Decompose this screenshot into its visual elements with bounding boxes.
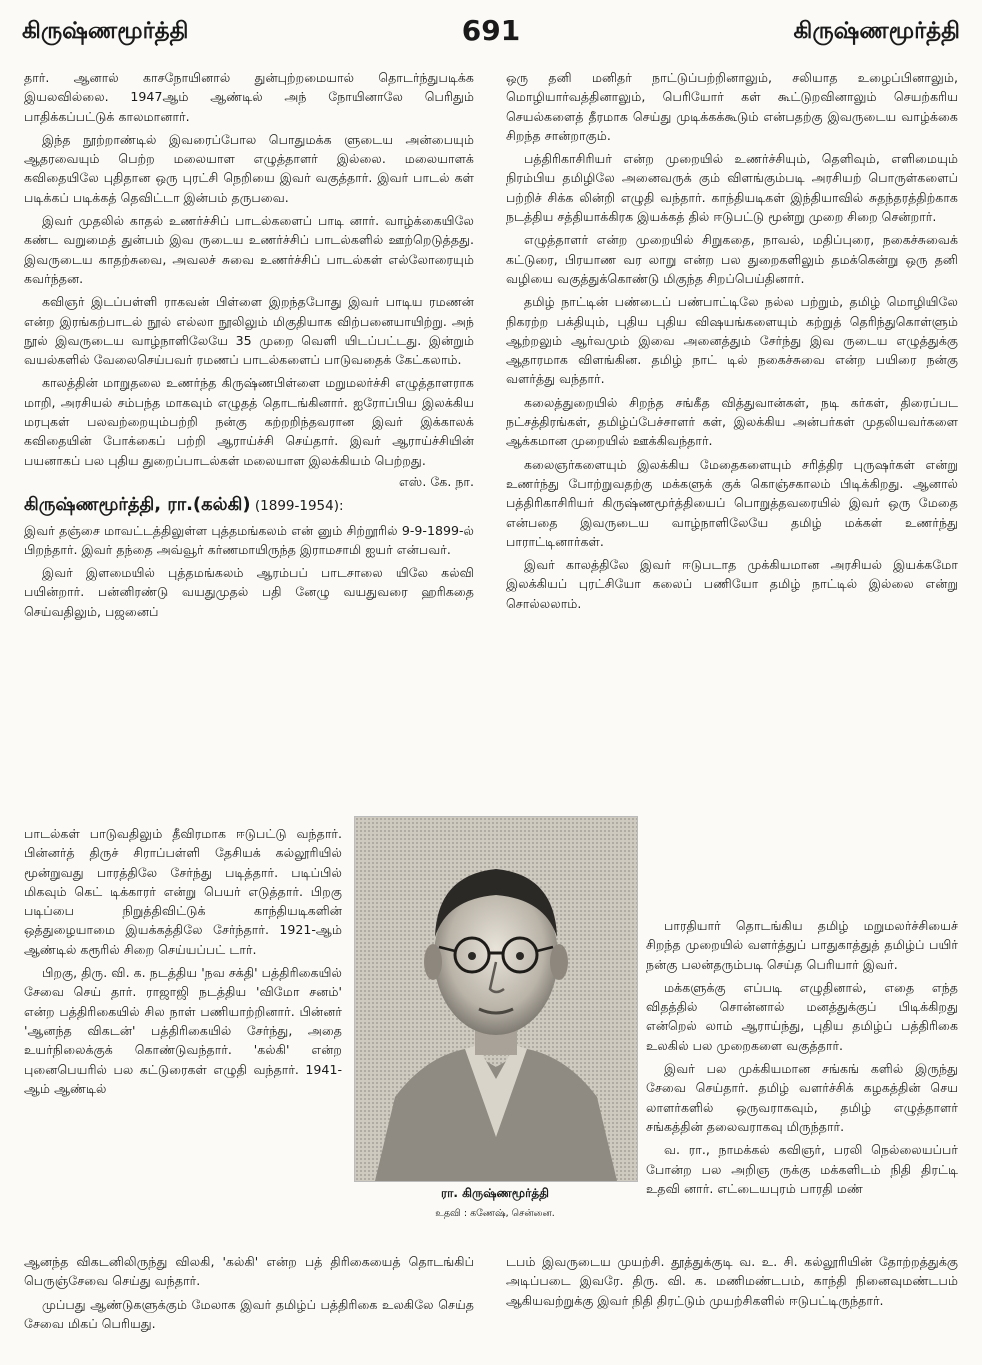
paragraph: கவிஞர் இடப்பள்ளி ராகவன் பிள்ளை இறந்தபோது இவர் பாடிய ரமணன் என்ற இரங்கற்பாடல் நூல் எல்லா நூலிலும் மிகுதியாக விற்பனையாயிற்று. அந் நூல் இவருடைய வாழ்நாளிலேயே 35 முறை வெளி யிடப்பட்டது. இன்றும் வயல்களில் வேலைசெய்பவர் ரமணப் பாடல்களைப் பாடுவதைக் கேட்கலாம்.: [24, 294, 474, 368]
paragraph: வ. ரா., நாமக்கல் கவிஞர், பரலி நெல்லையப்பர் போன்ற பல அறிஞ ருக்கு மக்களிடம் நிதி திரட்டி உதவி னார். எட்டையபுரம் பாரதி மண்: [646, 1142, 958, 1196]
paragraph: இவர் இளமையில் புத்தமங்கலம் ஆரம்பப் பாடசாலை யிலே கல்வி பயின்றார். பன்னிரண்டு வயதுமுதல் பதி னேழு வயதுவரை ஹரிகதை செய்வதிலும், பஜனைப்: [24, 565, 474, 619]
paragraph: பாரதியார் தொடங்கிய தமிழ் மறுமலர்ச்சியைச் சிறந்த முறையில் வளர்த்துப் பாதுகாத்துத் தமிழ்ப் பயிர் நன்கு பலன்தரும்படி செய்த பெரியார் இவர்.: [646, 918, 958, 972]
paragraph: முப்பது ஆண்டுகளுக்கும் மேலாக இவர் தமிழ்ப் பத்திரிகை உலகிலே செய்த சேவை மிகப் பெரியது.: [24, 1296, 474, 1331]
running-head-left: கிருஷ்ணமூர்த்தி: [22, 18, 189, 44]
portrait-photo: [354, 816, 638, 1182]
right-wrap-text: [646, 916, 958, 1202]
page-header: [22, 14, 960, 60]
paragraph: டபம் இவருடைய முயற்சி. தூத்துக்குடி வ. உ. சி. கல்லூரியின் தோற்றத்துக்கு அடிப்படை இவரே. திரு. வி. க. மணிமண்டபம், காந்தி நினைவுமண்டபம் ஆகியவற்றுக்கு இவர் நிதி திரட்டும் முயற்சிகளில் ஈடுபட்டிருந்தார்.: [506, 1254, 958, 1308]
paragraph: எழுத்தாளர் என்ற முறையில் சிறுகதை, நாவல், மதிப்புரை, நகைச்சுவைக் கட்டுரை, பிரயாண வர லாறு என்ற பல துறைகளிலும் தமக்கென்று ஒரு தனி வழியை வகுத்துக்கொண்டு மிகுந்த சிறப்பெய்தினார்.: [506, 232, 958, 286]
paragraph: பாடல்கள் பாடுவதிலும் தீவிரமாக ஈடுபட்டு வந்தார். பின்னர்த் திருச் சிராப்பள்ளி தேசியக் கல்லூரியில் மூன்றுவது பாரத்திலே சேர்ந்து படித்தார். படிப்பில் மிகவும் கெட் டிக்காரர் என்று பெயர் எடுத்தார். பிறகு படிப்பை நிறுத்திவிட்டுக் காந்தியடிகளின் ஒத்துழையாமை இயக்கத்திலே சேர்ந்தார். 1921-ஆம் ஆண்டில் கரூரில் சிறை செய்யப்பட் டார்.: [24, 826, 342, 957]
left-column: [24, 68, 474, 625]
paragraph: காலத்தின் மாறுதலை உணர்ந்த கிருஷ்ணபிள்ளை மறுமலர்ச்சி எழுத்தாளராக மாறி, அரசியல் சம்பந்த மாகவும் எழுதத் தொடங்கினார். ஐரோப்பிய இலக்கிய மரபுகள் பலவற்றையும்பற்றி நன்கு கற்றறிந்தவரான இவர் இக்காலக் கவிதையின் போக்கைப் பற்றி ஆராய்ச்சி செய்தார். இவர் ஆராய்ச்சியின் பயனாகப் பல புதிய துறைப்பாடல்கள் மலையாள இலக்கியம் பெற்றது.: [24, 375, 474, 468]
paragraph: இவர் தஞ்சை மாவட்டத்திலுள்ள புத்தமங்கலம் என் னும் சிற்றூரில் 9-9-1899-ல் பிறந்தார். இவர் தந்தை அவ்வூர் கர்ணமாயிருந்த இராமசாமி ஐயர் என்பவர்.: [24, 522, 474, 557]
paragraph: தமிழ் நாட்டின் பண்டைப் பண்பாட்டிலே நல்ல பற்றும், தமிழ் மொழியிலே நிகரற்ற பக்தியும், புதிய புதிய விஷயங்களையும் கற்றுத் தெரிந்துகொள்ளும் ஆற்றலும் ஆர்வமும் இவை அனைத்தும் சேர்ந்து இவ ருடைய எழுத்துக்கு ஆதாரமாக விளங்கின. தமிழ் நாட் டில் நகைச்சுவை என்ற பயிரை நன்கு வளர்த்து வந்தார்.: [506, 294, 958, 387]
page-number: 691: [461, 14, 521, 47]
right-bottom-text: [506, 1252, 958, 1314]
paragraph: இவர் காலத்திலே இவர் ஈடுபடாத முக்கியமான அரசியல் இயக்கமோ இலக்கியப் புரட்சியோ கலைப் பணியோ தமிழ் நாட்டில் இல்லை என்று சொல்லலாம்.: [506, 557, 958, 611]
running-head-right: கிருஷ்ணமூர்த்தி: [793, 18, 960, 44]
right-column: [506, 68, 958, 617]
photo-caption: ரா. கிருஷ்ணமூர்த்தி: [440, 1186, 550, 1200]
paragraph: ஒரு தனி மனிதர் நாட்டுப்பற்றினாலும், சலியாத உழைப்பினாலும், மொழியார்வத்தினாலும், பெரியோர் கள் கூட்டுறவினாலும் செயற்கரிய செயல்களைத் தீரமாக செய்து முடிக்கக்கூடும் என்பதற்கு இவருடைய வாழ்க்கை சிறந்த சான்றாகும்.: [506, 70, 958, 143]
paragraph: தார். ஆனால் காசநோயினால் துன்புற்றமையால் தொடர்ந்துபடிக்க இயலவில்லை. 1947ஆம் ஆண்டில் அந் நோயினாலே பெரிதும் பாதிக்கப்பட்டுக் காலமானார்.: [24, 70, 474, 124]
paragraph: இவர் முதலில் காதல் உணர்ச்சிப் பாடல்களைப் பாடி னார். வாழ்க்கையிலே கண்ட வறுமைத் துன்பம் இவ ருடைய உணர்ச்சிப் பாடல்களில் ஊற்றெடுத்தது. இவருடைய காதற்சுவை, அவலச் சுவை உணர்ச்சிப் பாடல்கள் எல்லோரையும் கவர்ந்தன.: [24, 213, 474, 286]
author-signature: எஸ். கே. நா.: [398, 473, 474, 489]
paragraph: ஆனந்த விகடனிலிருந்து விலகி, 'கல்கி' என்ற பத் திரிகையைத் தொடங்கிப் பெருஞ்சேவை செய்து வந்தார்.: [24, 1254, 474, 1289]
paragraph: இவர் பல முக்கியமான சங்கங் களில் இருந்து சேவை செய்தார். தமிழ் வளர்ச்சிக் கழகத்தின் செய லாளர்களில் ஒருவராகவும், தமிழ் எழுத்தாளர் சங்கத்தின் தலைவராகவு மிருந்தார்.: [646, 1061, 958, 1134]
left-wrap-text: [24, 824, 342, 1102]
portrait-figure: [354, 816, 636, 1252]
paragraph: பிறகு, திரு. வி. க. நடத்திய 'நவ சக்தி' பத்திரிகையில் சேவை செய் தார். ராஜாஜி நடத்திய 'விமோ சனம்' என்ற பத்திரிகையில் சில நாள் பணியாற்றினார். பின்னர் 'ஆனந்த விகடன்' பத்திரிகையில் சேர்ந்து, அதை உயர்நிலைக்குக் கொண்டுவந்தார். 'கல்கி' என்ற புனைபெயரில் பல கட்டுரைகள் எழுதி வந்தார். 1941-ஆம் ஆண்டில்: [24, 965, 342, 1096]
paragraph: கலைஞர்களையும் இலக்கிய மேதைகளையும் சரித்திர புருஷர்கள் என்று உணர்ந்து போற்றுவதற்கு மக்களுக் குக் கொஞ்சகாலம் பிடிக்கிறது. ஆனால் பத்திரிகாசிரியர் கிருஷ்ணமூர்த்தியைப் பொறுத்தவரையில் இவர் ஒரு மேதை என்பதை இவருடைய வாழ்நாளிலேயே தமிழ் மக்கள் உணர்ந்து பாராட்டினார்கள்.: [506, 456, 958, 549]
paragraph: மக்களுக்கு எப்படி எழுதினால், எதை எந்த விதத்தில் சொன்னால் மனத்துக்குப் பிடிக்கிறது என்றெல் லாம் ஆராய்ந்து, புதிய தமிழ்ப் பத்திரிகை உலகில் பல முறைகளை வகுத்தார்.: [646, 979, 958, 1053]
photo-credit: உதவி : கணேஷ், சென்னை.: [435, 1208, 555, 1219]
entry-heading: [24, 495, 474, 516]
left-bottom-text: [24, 1252, 474, 1337]
entry-years: (1899-1954):: [250, 498, 344, 515]
portrait-illustration: [355, 817, 637, 1181]
paragraph: கலைத்துறையில் சிறந்த சங்கீத வித்துவான்கள், நடி கர்கள், திரைப்பட நட்சத்திரங்கள், தமிழ்ப்பேச்சாளர் கள், இலக்கிய அன்பர்கள் முதலியவர்களை ஆக்கமான முறையில் ஊக்கிவந்தார்.: [506, 394, 958, 449]
paragraph: இந்த நூற்றாண்டில் இவரைப்போல பொதுமக்க ளுடைய அன்பையும் ஆதரவையும் பெற்ற மலையாள எழுத்தாளர் இல்லை. மலையாளக் கவிதையிலே புதிதான ஒரு புரட்சி நெறியை இவர் வகுத்தார். இவர் பாடல் கள் படிக்கப் படிக்கத் தெவிட்டா இன்பம் தருபவை.: [24, 131, 474, 205]
paragraph: பத்திரிகாசிரியர் என்ற முறையில் உணர்ச்சியும், தெளிவும், எளிமையும் நிரம்பிய தமிழிலே அனைவருக் கும் விளங்கும்படி அரசியற் பொருள்களைப் பற்றிச் சிக்க லின்றி எழுதி வந்தார். காந்தியடிகள் இந்தியாவில் சுதந்தரத்திற்காக நடத்திய சத்தியாக்கிரக இயக்கத் தில் ஈடுபட்டு மூன்று முறை சிறை சென்றார்.: [506, 151, 958, 225]
entry-name: கிருஷ்ணமூர்த்தி, ரா.(கல்கி): [24, 494, 251, 516]
